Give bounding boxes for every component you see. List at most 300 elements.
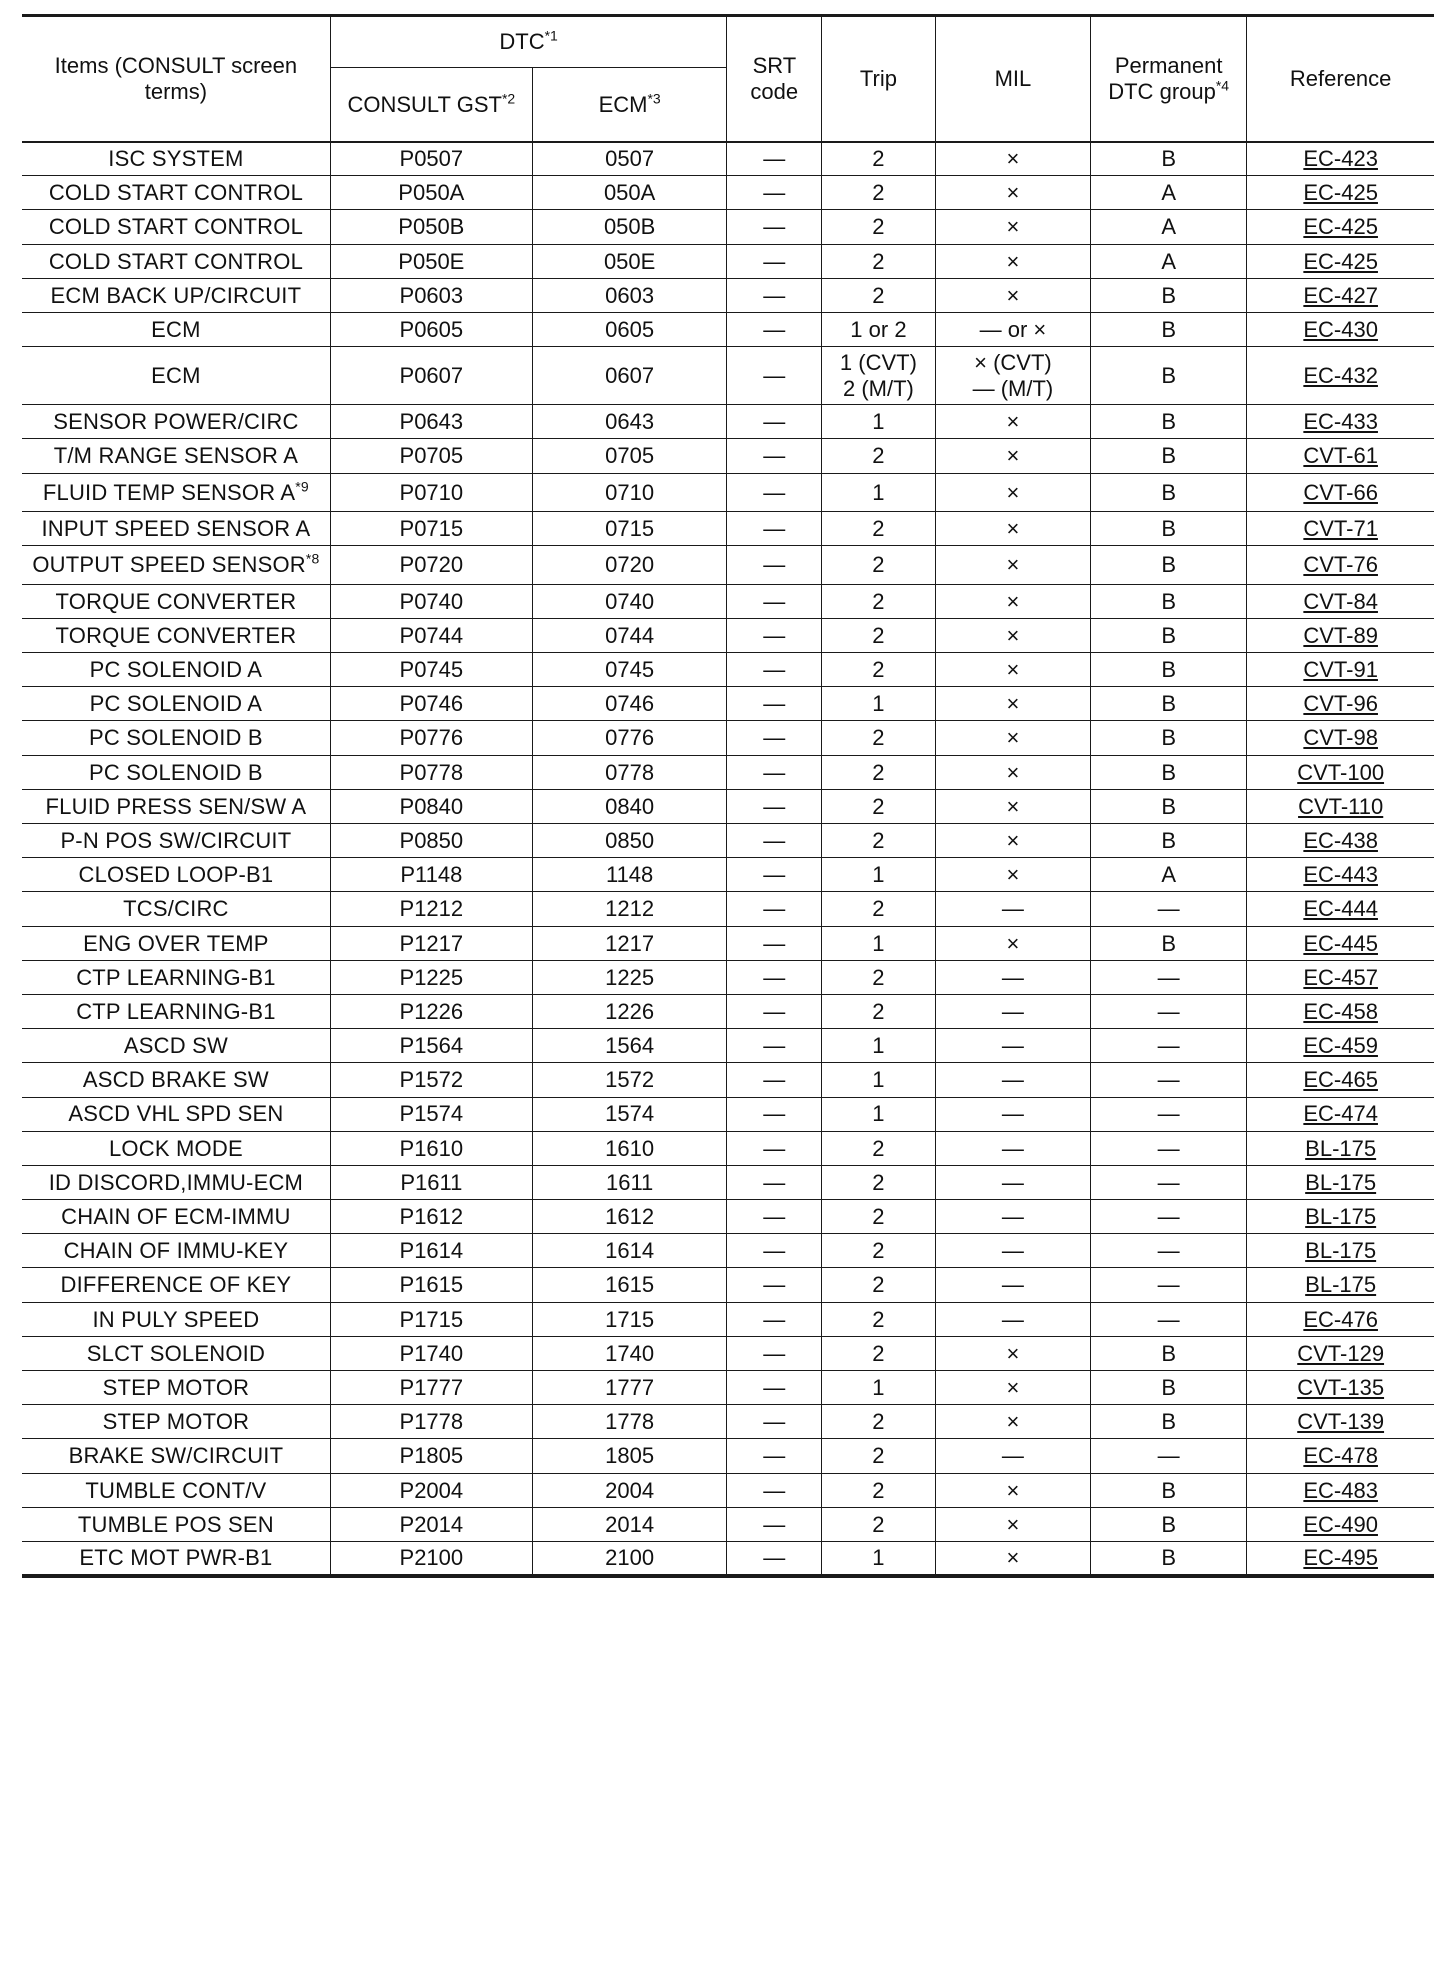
- permanent-dtc-group: B: [1161, 691, 1177, 717]
- permanent-dtc-group: B: [1161, 316, 1177, 342]
- reference-link[interactable]: EC-423: [1303, 146, 1378, 172]
- permanent-dtc-group: —: [1157, 1135, 1180, 1161]
- cell-permanent-group: [1091, 1268, 1247, 1302]
- table-row: [22, 687, 1434, 721]
- item-label: TUMBLE POS SEN: [77, 1511, 274, 1537]
- mil-value: ×: [1006, 180, 1020, 206]
- cell-srt: [727, 1063, 822, 1097]
- cell-permanent-group: [1091, 1029, 1247, 1063]
- cell-srt: [727, 1541, 822, 1575]
- cell-ecm: [532, 1200, 727, 1234]
- cell-srt: [727, 824, 822, 858]
- cell-consult-gst: [330, 512, 532, 546]
- cell-consult-gst: [330, 755, 532, 789]
- mil-value: ×: [1006, 409, 1020, 435]
- ecm-code: 1715: [605, 1306, 655, 1332]
- srt-code: —: [763, 1067, 786, 1093]
- mil-value: ×: [1006, 214, 1020, 240]
- ecm-code: 1225: [605, 964, 655, 990]
- ecm-code: 1217: [605, 930, 655, 956]
- cell-mil: [935, 618, 1090, 652]
- mil-value: ×: [1006, 1477, 1020, 1503]
- cell-srt: [727, 1200, 822, 1234]
- cell-ecm: [532, 653, 727, 687]
- item-label: COLD START CONTROL: [48, 248, 304, 274]
- permanent-dtc-group: —: [1157, 1272, 1180, 1298]
- cell-ecm: [532, 892, 727, 926]
- reference-link[interactable]: EC-457: [1303, 964, 1378, 990]
- consult-gst-code: P050E: [398, 248, 465, 274]
- reference-link[interactable]: EC-476: [1303, 1306, 1378, 1332]
- table-header: [22, 16, 1434, 142]
- cell-srt: [727, 1507, 822, 1541]
- cell-trip: [822, 312, 936, 346]
- mil-value: ×: [1006, 1340, 1020, 1366]
- trip-value: 2: [872, 515, 885, 541]
- trip-value: 2: [872, 1169, 885, 1195]
- ecm-code: 1777: [605, 1374, 655, 1400]
- cell-reference: [1247, 994, 1434, 1028]
- cell-ecm: [532, 687, 727, 721]
- cell-reference: [1247, 926, 1434, 960]
- cell-ecm: [532, 1405, 727, 1439]
- header-perm-line3: group: [1159, 78, 1216, 104]
- ecm-code: 0850: [605, 827, 655, 853]
- cell-item: [22, 1165, 330, 1199]
- table-body: [22, 142, 1434, 1576]
- item-footnote: *9: [295, 478, 309, 495]
- mil-value: —: [1001, 1238, 1024, 1264]
- cell-mil: [935, 1063, 1090, 1097]
- cell-item: [22, 858, 330, 892]
- mil-value: ×: [1006, 725, 1020, 751]
- cell-mil: [935, 1439, 1090, 1473]
- header-dtc: [330, 16, 727, 68]
- consult-gst-code: P0840: [399, 793, 464, 819]
- trip-value: 1: [872, 409, 885, 435]
- cell-permanent-group: [1091, 584, 1247, 618]
- cell-reference: [1247, 1405, 1434, 1439]
- reference-link[interactable]: EC-443: [1303, 862, 1378, 888]
- item-label: PC SOLENOID B: [89, 725, 263, 751]
- cell-reference: [1247, 1029, 1434, 1063]
- table-row: [22, 405, 1434, 439]
- cell-item: [22, 584, 330, 618]
- mil-value: ×: [1006, 657, 1020, 682]
- cell-srt: [727, 584, 822, 618]
- ecm-code: 0778: [605, 759, 655, 785]
- table-row: [22, 278, 1434, 312]
- reference-link[interactable]: EC-432: [1303, 362, 1378, 388]
- reference-link[interactable]: CVT-66: [1303, 479, 1378, 505]
- reference-link[interactable]: EC-438: [1303, 827, 1378, 853]
- item-label: IN PULY SPEED: [92, 1306, 260, 1332]
- cell-reference: [1247, 1541, 1434, 1575]
- item-label: TUMBLE CONT/V: [85, 1477, 267, 1503]
- cell-trip: [822, 278, 936, 312]
- reference-link[interactable]: CVT-84: [1303, 588, 1378, 614]
- permanent-dtc-group: —: [1157, 1033, 1180, 1059]
- item-label: CHAIN OF IMMU-KEY: [63, 1238, 289, 1264]
- trip-value: 1: [872, 1101, 885, 1127]
- reference-link[interactable]: BL-175: [1305, 1238, 1377, 1264]
- cell-consult-gst: [330, 142, 532, 176]
- item-label: ID DISCORD,IMMU-ECM: [48, 1169, 304, 1195]
- srt-code: —: [763, 1272, 786, 1298]
- cell-ecm: [532, 210, 727, 244]
- cell-mil: [935, 1234, 1090, 1268]
- cell-srt: [727, 1165, 822, 1199]
- reference-link[interactable]: EC-478: [1303, 1443, 1378, 1469]
- srt-code: —: [763, 1511, 786, 1537]
- cell-reference: [1247, 347, 1434, 405]
- cell-mil: [935, 278, 1090, 312]
- reference-link[interactable]: BL-175: [1305, 1204, 1377, 1229]
- cell-permanent-group: [1091, 176, 1247, 210]
- ecm-code: 050B: [603, 214, 656, 240]
- cell-reference: [1247, 1268, 1434, 1302]
- consult-gst-code: P0720: [399, 552, 464, 578]
- cell-consult-gst: [330, 1473, 532, 1507]
- permanent-dtc-group: —: [1157, 1204, 1180, 1229]
- trip-value: 2: [872, 282, 885, 308]
- cell-consult-gst: [330, 687, 532, 721]
- permanent-dtc-group: B: [1161, 1409, 1177, 1435]
- table-row: [22, 994, 1434, 1028]
- cell-ecm: [532, 142, 727, 176]
- table-row: [22, 546, 1434, 585]
- item-label: FLUID TEMP SENSOR A: [42, 479, 296, 505]
- table-row: [22, 1336, 1434, 1370]
- table-row: [22, 618, 1434, 652]
- cell-ecm: [532, 1336, 727, 1370]
- srt-code: —: [763, 1409, 786, 1435]
- reference-link[interactable]: EC-425: [1303, 180, 1378, 206]
- permanent-dtc-group: —: [1157, 1443, 1180, 1469]
- srt-code: —: [763, 180, 786, 206]
- consult-gst-code: P1611: [400, 1169, 463, 1195]
- cell-mil: [935, 1336, 1090, 1370]
- reference-link[interactable]: EC-458: [1303, 998, 1378, 1024]
- item-label: ASCD BRAKE SW: [82, 1067, 269, 1093]
- reference-link[interactable]: EC-490: [1303, 1511, 1378, 1537]
- cell-consult-gst: [330, 473, 532, 512]
- trip-value: 2: [872, 657, 885, 682]
- ecm-code: 1805: [605, 1443, 655, 1469]
- cell-srt: [727, 210, 822, 244]
- reference-link[interactable]: EC-444: [1303, 896, 1378, 922]
- table-row: [22, 1234, 1434, 1268]
- permanent-dtc-group: —: [1157, 1169, 1180, 1195]
- cell-mil: [935, 473, 1090, 512]
- cell-srt: [727, 278, 822, 312]
- trip-value: 1: [872, 1545, 885, 1571]
- cell-mil: [935, 1165, 1090, 1199]
- item-label: BRAKE SW/CIRCUIT: [68, 1443, 284, 1469]
- reference-link[interactable]: BL-175: [1305, 1272, 1377, 1298]
- cell-consult-gst: [330, 994, 532, 1028]
- consult-gst-code: P0715: [399, 515, 464, 541]
- cell-trip: [822, 405, 936, 439]
- cell-item: [22, 1097, 330, 1131]
- cell-trip: [822, 347, 936, 405]
- mil-value: ×: [1006, 827, 1020, 853]
- cell-reference: [1247, 1165, 1434, 1199]
- reference-link[interactable]: EC-495: [1303, 1545, 1378, 1571]
- reference-link[interactable]: CVT-89: [1303, 622, 1378, 648]
- reference-link[interactable]: CVT-110: [1298, 793, 1384, 819]
- cell-permanent-group: [1091, 1200, 1247, 1234]
- cell-reference: [1247, 1439, 1434, 1473]
- reference-link[interactable]: CVT-135: [1297, 1374, 1385, 1400]
- cell-permanent-group: [1091, 1473, 1247, 1507]
- cell-consult-gst: [330, 312, 532, 346]
- reference-link[interactable]: EC-427: [1303, 282, 1378, 308]
- reference-link[interactable]: EC-459: [1303, 1033, 1378, 1059]
- cell-mil: [935, 1371, 1090, 1405]
- cell-permanent-group: [1091, 1405, 1247, 1439]
- trip-value: 2: [872, 1272, 885, 1298]
- cell-mil: [935, 1302, 1090, 1336]
- cell-item: [22, 618, 330, 652]
- table-row: [22, 789, 1434, 823]
- ecm-code: 1610: [605, 1135, 655, 1161]
- reference-link[interactable]: EC-425: [1303, 248, 1378, 274]
- cell-ecm: [532, 439, 727, 473]
- cell-mil: [935, 960, 1090, 994]
- ecm-code: 1574: [605, 1101, 655, 1127]
- cell-mil: [935, 244, 1090, 278]
- srt-code: —: [763, 282, 786, 308]
- consult-gst-code: P2100: [399, 1545, 464, 1571]
- trip-value: 2: [872, 1238, 885, 1264]
- cell-ecm: [532, 1541, 727, 1575]
- ecm-code: 1615: [605, 1272, 655, 1298]
- consult-gst-code: P2014: [399, 1511, 464, 1537]
- cell-item: [22, 1063, 330, 1097]
- cell-reference: [1247, 278, 1434, 312]
- cell-reference: [1247, 1200, 1434, 1234]
- header-consult-label: CONSULT: [347, 91, 451, 117]
- srt-code: —: [763, 1545, 786, 1571]
- cell-permanent-group: [1091, 858, 1247, 892]
- cell-consult-gst: [330, 210, 532, 244]
- header-trip: [822, 16, 936, 142]
- cell-reference: [1247, 1336, 1434, 1370]
- trip-value: 2: [872, 1135, 885, 1161]
- cell-mil: [935, 142, 1090, 176]
- cell-mil: [935, 439, 1090, 473]
- cell-mil: [935, 347, 1090, 405]
- permanent-dtc-group: B: [1161, 1340, 1177, 1366]
- cell-trip: [822, 1268, 936, 1302]
- ecm-code: 0720: [605, 552, 655, 578]
- item-label: ECM: [151, 362, 201, 388]
- cell-reference: [1247, 1063, 1434, 1097]
- cell-consult-gst: [330, 789, 532, 823]
- cell-reference: [1247, 1371, 1434, 1405]
- reference-link[interactable]: EC-445: [1303, 930, 1378, 956]
- cell-item: [22, 1302, 330, 1336]
- cell-reference: [1247, 858, 1434, 892]
- cell-permanent-group: [1091, 142, 1247, 176]
- cell-trip: [822, 721, 936, 755]
- cell-mil: [935, 653, 1090, 687]
- cell-item: [22, 789, 330, 823]
- cell-reference: [1247, 1473, 1434, 1507]
- cell-permanent-group: [1091, 1439, 1247, 1473]
- mil-value: —: [1001, 1169, 1024, 1195]
- item-label: SLCT SOLENOID: [86, 1340, 266, 1366]
- cell-ecm: [532, 1371, 727, 1405]
- mil-value: —: [1001, 1135, 1024, 1161]
- consult-gst-code: P1715: [399, 1306, 464, 1332]
- permanent-dtc-group: —: [1157, 998, 1180, 1024]
- cell-item: [22, 347, 330, 405]
- cell-consult-gst: [330, 1405, 532, 1439]
- consult-gst-code: P0778: [399, 759, 464, 785]
- cell-reference: [1247, 512, 1434, 546]
- cell-permanent-group: [1091, 210, 1247, 244]
- mil-value: ×: [1006, 248, 1020, 274]
- reference-link[interactable]: EC-425: [1303, 214, 1378, 240]
- reference-link[interactable]: EC-465: [1303, 1067, 1378, 1093]
- reference-link[interactable]: EC-483: [1303, 1477, 1378, 1503]
- cell-permanent-group: [1091, 1097, 1247, 1131]
- consult-gst-code: P0744: [399, 622, 464, 648]
- cell-item: [22, 1234, 330, 1268]
- consult-gst-code: P0603: [399, 282, 464, 308]
- header-mil: [935, 16, 1090, 142]
- cell-mil: [935, 755, 1090, 789]
- cell-permanent-group: [1091, 1063, 1247, 1097]
- permanent-dtc-group: B: [1161, 146, 1177, 172]
- permanent-dtc-group: B: [1161, 588, 1177, 614]
- mil-value: ×: [1006, 1374, 1020, 1400]
- cell-ecm: [532, 1097, 727, 1131]
- permanent-dtc-group: B: [1161, 443, 1177, 469]
- cell-trip: [822, 1097, 936, 1131]
- cell-permanent-group: [1091, 1336, 1247, 1370]
- mil-value: ×: [1006, 443, 1020, 469]
- reference-link[interactable]: CVT-91: [1303, 657, 1378, 682]
- cell-item: [22, 176, 330, 210]
- table-row: [22, 926, 1434, 960]
- cell-trip: [822, 755, 936, 789]
- item-label: COLD START CONTROL: [48, 180, 304, 206]
- reference-link[interactable]: EC-433: [1303, 409, 1378, 435]
- reference-link[interactable]: EC-474: [1303, 1101, 1378, 1127]
- ecm-code: 0643: [605, 409, 655, 435]
- consult-gst-code: P0746: [399, 691, 464, 717]
- mil-value: ×: [1006, 1409, 1020, 1435]
- table-row: [22, 892, 1434, 926]
- cell-permanent-group: [1091, 512, 1247, 546]
- table-row: [22, 1439, 1434, 1473]
- cell-item: [22, 824, 330, 858]
- table-row: [22, 721, 1434, 755]
- header-items: [22, 16, 330, 142]
- reference-link[interactable]: CVT-61: [1303, 443, 1378, 469]
- ecm-code: 2014: [605, 1511, 655, 1537]
- cell-reference: [1247, 653, 1434, 687]
- header-perm-line1: Permanent: [1114, 53, 1223, 79]
- reference-link[interactable]: BL-175: [1305, 1169, 1377, 1195]
- consult-gst-code: P0776: [399, 725, 464, 751]
- reference-link[interactable]: CVT-100: [1297, 759, 1385, 785]
- cell-trip: [822, 858, 936, 892]
- cell-permanent-group: [1091, 1165, 1247, 1199]
- cell-permanent-group: [1091, 994, 1247, 1028]
- trip-value: 1: [872, 930, 885, 956]
- trip-value: 2: [872, 1306, 885, 1332]
- cell-consult-gst: [330, 439, 532, 473]
- consult-gst-code: P1226: [399, 998, 464, 1024]
- reference-link[interactable]: CVT-129: [1297, 1340, 1385, 1366]
- consult-gst-code: P2004: [399, 1477, 464, 1503]
- reference-link[interactable]: CVT-96: [1303, 691, 1378, 717]
- consult-gst-code: P1572: [399, 1067, 464, 1093]
- table-row: [22, 210, 1434, 244]
- cell-item: [22, 892, 330, 926]
- cell-srt: [727, 244, 822, 278]
- reference-link[interactable]: CVT-98: [1303, 725, 1378, 751]
- srt-code: —: [763, 1033, 786, 1059]
- cell-reference: [1247, 312, 1434, 346]
- mil-value: ×: [1006, 515, 1020, 541]
- cell-srt: [727, 892, 822, 926]
- trip-value: 2: [872, 1443, 885, 1469]
- reference-link[interactable]: CVT-71: [1303, 515, 1378, 541]
- cell-srt: [727, 618, 822, 652]
- cell-item: [22, 1507, 330, 1541]
- mil-value: ×: [1006, 622, 1020, 648]
- cell-permanent-group: [1091, 755, 1247, 789]
- reference-link[interactable]: CVT-139: [1297, 1409, 1385, 1435]
- reference-link[interactable]: BL-175: [1305, 1135, 1377, 1161]
- consult-gst-code: P1574: [399, 1101, 464, 1127]
- cell-ecm: [532, 721, 727, 755]
- item-label: TORQUE CONVERTER: [55, 622, 297, 648]
- ecm-code: 1612: [605, 1204, 655, 1229]
- item-label: TORQUE CONVERTER: [55, 588, 297, 614]
- permanent-dtc-group: B: [1161, 759, 1177, 785]
- cell-item: [22, 439, 330, 473]
- consult-gst-code: P0643: [399, 409, 464, 435]
- reference-link[interactable]: EC-430: [1303, 316, 1378, 342]
- ecm-code: 0840: [605, 793, 655, 819]
- srt-code: —: [763, 827, 786, 853]
- cell-item: [22, 1268, 330, 1302]
- reference-link[interactable]: CVT-76: [1303, 552, 1378, 578]
- cell-reference: [1247, 1507, 1434, 1541]
- cell-trip: [822, 210, 936, 244]
- trip-value: 2: [872, 1477, 885, 1503]
- cell-srt: [727, 1234, 822, 1268]
- mil-value: —: [1001, 964, 1024, 990]
- cell-permanent-group: [1091, 278, 1247, 312]
- ecm-code: 1740: [605, 1340, 655, 1366]
- cell-mil: [935, 1268, 1090, 1302]
- table-row: [22, 439, 1434, 473]
- header-srt-label: SRT: [752, 53, 796, 79]
- cell-consult-gst: [330, 1336, 532, 1370]
- cell-consult-gst: [330, 546, 532, 585]
- permanent-dtc-group: B: [1161, 1477, 1177, 1503]
- cell-permanent-group: [1091, 244, 1247, 278]
- cell-consult-gst: [330, 405, 532, 439]
- cell-permanent-group: [1091, 405, 1247, 439]
